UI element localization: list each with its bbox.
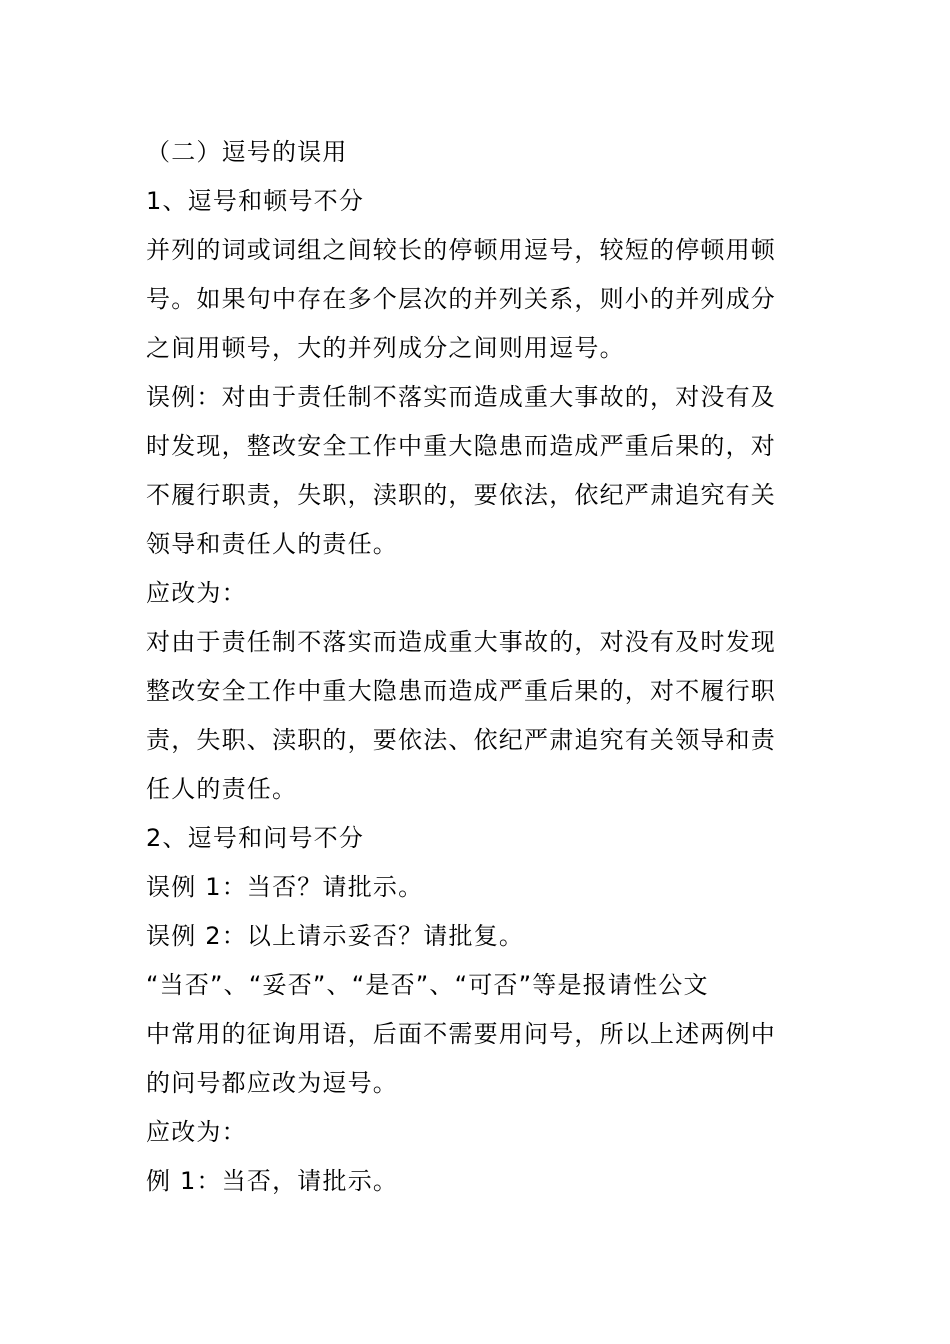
example-line: 例 1：当否，请批示。 [146,1167,399,1195]
paragraph-line: 误例：对由于责任制不落实而造成重大事故的，对没有及 [146,383,776,411]
subsection-heading-1: 1、逗号和顿号不分 [146,187,365,215]
example-line: 误例 2：以上请示妥否？请批复。 [146,922,525,950]
paragraph-line: “当否”、“妥否”、“是否”、“可否”等是报请性公文 [146,971,709,999]
paragraph-line: 中常用的征询用语，后面不需要用问号，所以上述两例中 [146,1020,776,1048]
paragraph-line: 整改安全工作中重大隐患而造成严重后果的，对不履行职 [146,677,776,705]
paragraph-line: 领导和责任人的责任。 [146,530,398,558]
paragraph-line: 的问号都应改为逗号。 [146,1069,398,1097]
example-line: 误例 1：当否？请批示。 [146,873,424,901]
subsection-heading-2: 2、逗号和问号不分 [146,824,365,852]
paragraph-line: 号。如果句中存在多个层次的并列关系，则小的并列成分 [146,285,776,313]
paragraph-line: 对由于责任制不落实而造成重大事故的，对没有及时发现 [146,628,776,656]
paragraph-line: 并列的词或词组之间较长的停顿用逗号，较短的停顿用顿 [146,236,776,264]
paragraph-line: 不履行职责，失职，渎职的，要依法，依纪严肃追究有关 [146,481,776,509]
paragraph-line: 时发现，整改安全工作中重大隐患而造成严重后果的，对 [146,432,776,460]
paragraph-line: 责，失职、渎职的，要依法、依纪严肃追究有关领导和责 [146,726,776,754]
paragraph-line: 任人的责任。 [146,775,298,803]
document-body [146,128,806,1206]
correction-label: 应改为： [146,579,247,607]
correction-label: 应改为： [146,1118,247,1146]
paragraph-line: 之间用顿号，大的并列成分之间则用逗号。 [146,334,625,362]
section-heading: （二）逗号的误用 [146,138,348,166]
